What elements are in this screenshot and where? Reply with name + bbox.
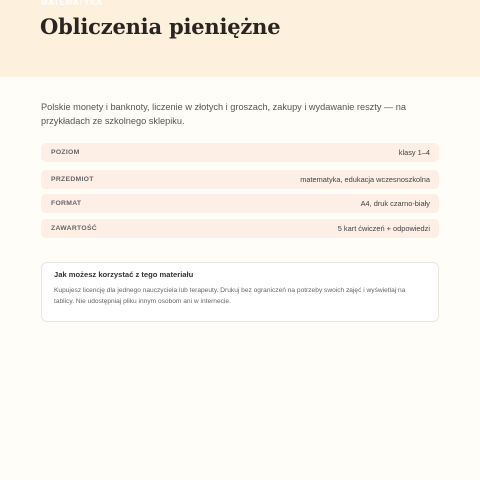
- detail-value: matematyka, edukacja wczesnoszkolna: [300, 175, 430, 184]
- license-text: Kupujesz licencję dla jednego nauczyciela lub terapeuty. Drukuj bez ograniczeń na potrzeby swoich zajęć i wyświetlaj na tablicy. Nie udostępniaj pliku innym osobom ani w internecie.: [54, 287, 406, 305]
- subject-eyebrow: MATEMATYKA: [41, 0, 103, 7]
- detail-row-contents: [41, 219, 439, 238]
- header-banner: [0, 0, 480, 77]
- detail-label: ZAWARTOŚĆ: [51, 225, 97, 232]
- detail-row-subject: [41, 170, 439, 189]
- license-heading: Jak możesz korzystać z tego materiału: [54, 270, 194, 279]
- detail-row-format: [41, 194, 439, 213]
- detail-row-level: [41, 143, 439, 162]
- page-title: Obliczenia pieniężne: [40, 14, 281, 39]
- detail-label: FORMAT: [51, 200, 82, 207]
- detail-value: klasy 1–4: [398, 148, 430, 157]
- detail-value: A4, druk czarno-biały: [360, 199, 430, 208]
- detail-value: 5 kart ćwiczeń + odpowiedzi: [337, 224, 430, 233]
- detail-label: PRZEDMIOT: [51, 176, 94, 183]
- detail-label: POZIOM: [51, 149, 80, 156]
- license-card: [41, 262, 439, 322]
- intro-text: Polskie monety i banknoty, liczenie w złotych i groszach, zakupy i wydawanie reszty — na przykładach ze szkolnego sklepiku.: [41, 102, 406, 126]
